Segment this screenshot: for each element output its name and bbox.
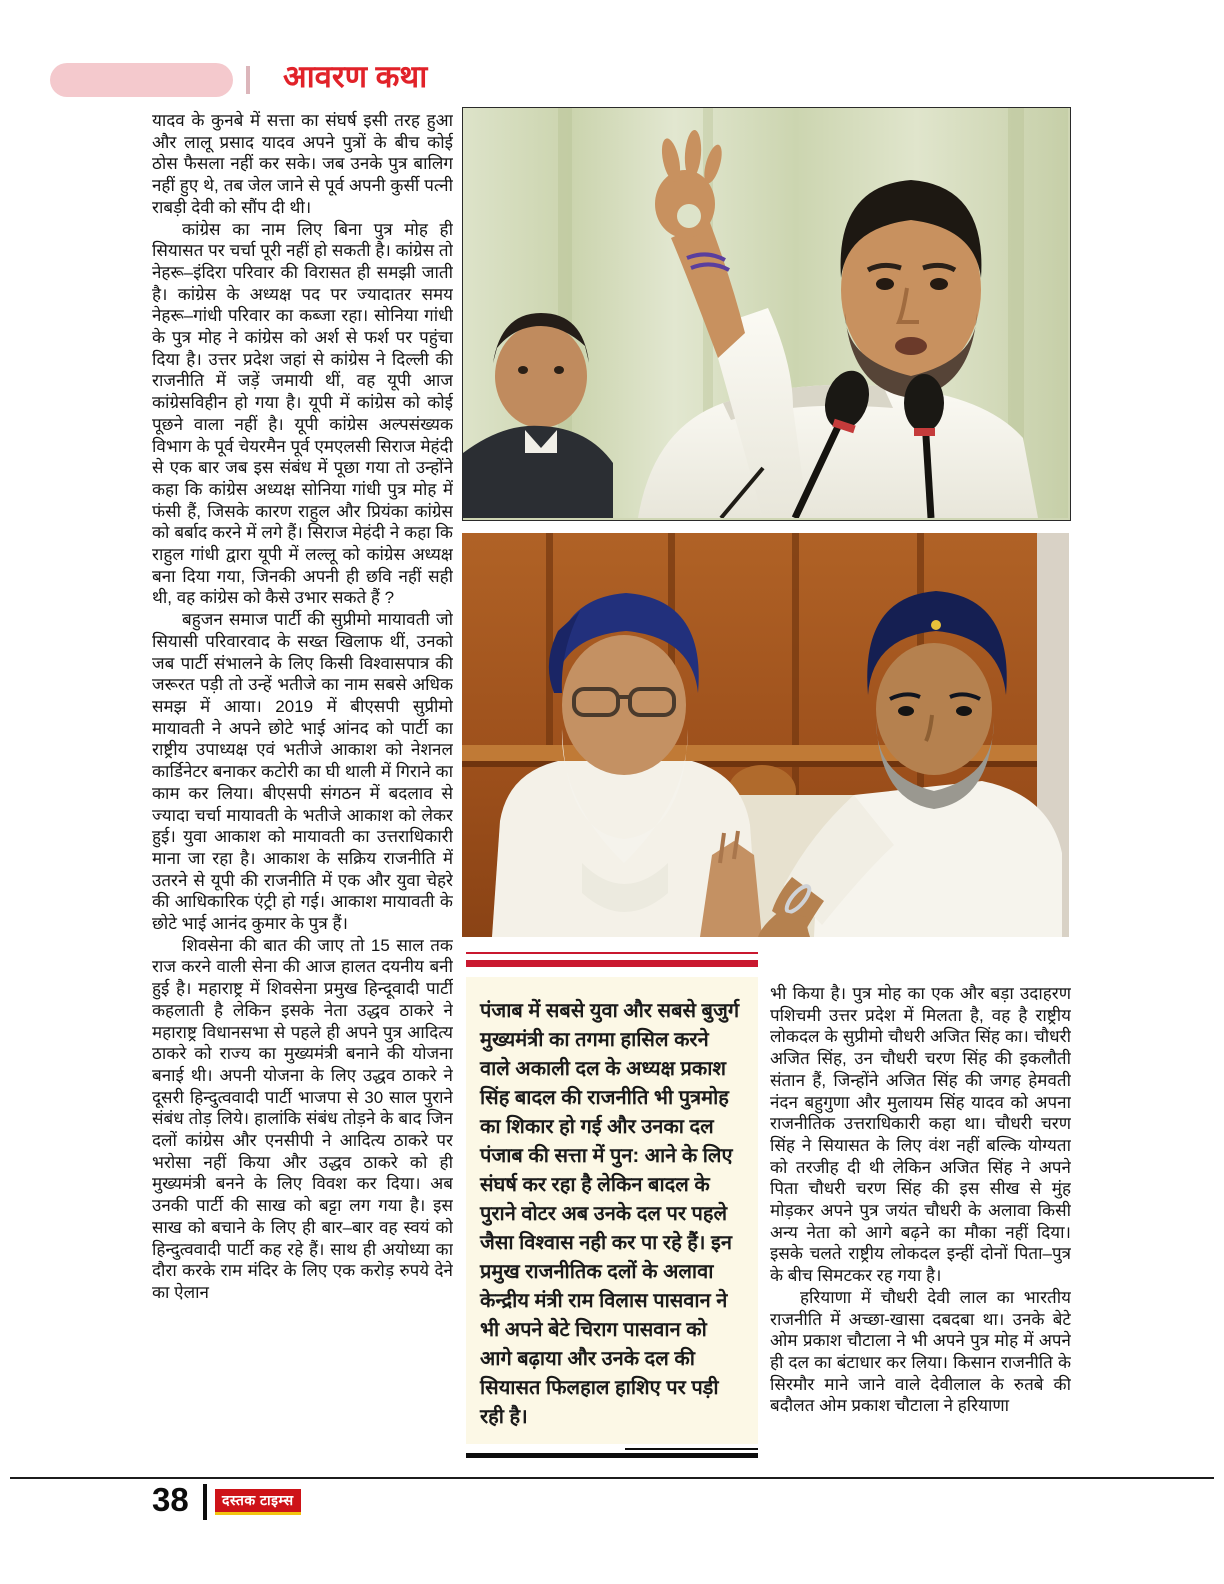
- pull-quote-box: [466, 977, 758, 1444]
- left-column: [152, 110, 453, 1465]
- quote-bottom-rule: [466, 1453, 758, 1458]
- right-column: [770, 983, 1071, 1463]
- paragraph: हरियाणा में चौधरी देवी लाल का भारतीय राजनीति में अच्छा-खासा दबदबा था। उनके बेटे ओम प्रकाश चौटाला ने भी अपने पुत्र मोह में अपने ही दल का बंटाधार कर लिया। किसान राजनीति के सिरमौर माने जाने वाले देवीलाल के रुतबे की बदौलत ओम प्रकाश चौटाला ने हरियाणा: [770, 1287, 1071, 1416]
- paragraph: यादव के कुनबे में सत्ता का संघर्ष इसी तरह हुआ और लालू प्रसाद यादव अपने पुत्रों के बीच कोई ठोस फैसला नहीं कर सके। जब उनके पुत्र बालिग नहीं हुए थे, तब जेल जाने से पूर्व अपनी कुर्सी पत्नी राबड़ी देवी को सौंप दी थी।: [152, 111, 453, 217]
- photo-rahul-gandhi-speaking: [462, 107, 1071, 521]
- magazine-logo: दस्तक टाइम्स: [215, 1489, 301, 1515]
- section-title: आवरण कथा: [283, 59, 428, 94]
- photo-badal-father-and-son: [462, 533, 1069, 937]
- footer-divider-bar: [203, 1484, 207, 1520]
- paragraph: शिवसेना की बात की जाए तो 15 साल तक राज करने वाली सेना की आज हालत दयनीय बनी हुई है। महाराष्ट्र में शिवसेना प्रमुख हिन्दूवादी पार्टी कहलाती है लेकिन इसके नेता उद्धव ठाकरे ने महाराष्ट्र विधानसभा से पहले ही अपने पुत्र आदित्य ठाकरे को राज्य का मुख्यमंत्री बनाने की योजना बनाई थी। अपनी योजना के लिए उद्धव ठाकरे ने दूसरी हिन्दुत्ववादी पार्टी भाजपा से 30 साल पुराने संबंध तोड़ लिये। हालांकि संबंध तोड़ने के बाद जिन दलों कांग्रेस और एनसीपी ने आदित्य ठाकरे पर भरोसा नहीं किया और उद्धव ठाकरे को ही मुख्यमंत्री बनने के लिए विवश कर दिया। अब उनकी पार्टी की साख को बट्टा लग गया है। इस साख को बचाने के लिए ही बार–बार वह स्वयं को हिन्दुत्ववादी पार्टी कह रहे हैं। साथ ही अयोध्या का दौरा करके राम मंदिर के लिए एक करोड़ रुपये देने का ऐलान: [152, 935, 453, 1302]
- pull-quote-text: पंजाब में सबसे युवा और सबसे बुजुर्ग मुख्यमंत्री का तगमा हासिल करने वाले अकाली दल के अध्यक्ष प्रकाश सिंह बादल की राजनीति भी पुत्रमोह का शिकार हो गई और उनका दल पंजाब की सत्ता में पुन: आने के लिए संघर्ष कर रहा है लेकिन बादल के पुराने वोटर अब उनके दल पर पहले जैसा विश्वास नही कर पा रहे हैं। इन प्रमुख राजनीतिक दलों के अलावा केन्द्रीय मंत्री राम विलास पासवान ने भी अपने बेटे चिराग पासवान को आगे बढ़ाया और उनके दल की सियासत फिलहाल हाशिए पर पड़ी रही है।: [480, 1000, 740, 1428]
- paragraph: बहुजन समाज पार्टी की सुप्रीमो मायावती जो सियासी परिवारवाद के सख्त खिलाफ थीं, उनको जब पार्टी संभालने के लिए किसी विश्वासपात्र की जरूरत पड़ी तो उन्हें भतीजे का नाम सबसे अधिक समझ में आया। 2019 में बीएसपी सुप्रीमो मायावती ने अपने छोटे भाई आंनद को पार्टी का राष्ट्रीय उपाध्यक्ष एवं भतीजे आकाश को नेशनल कार्डिनेटर बनाकर कटोरी का घी थाली में गिराने का काम कर लिया। बीएसपी संगठन में बदलाव से ज्यादा चर्चा मायावती के भतीजे आकाश को लेकर हुई। युवा आकाश को मायावती का उत्तराधिकारी माना जा रहा है। आकाश के सक्रिय राजनीति में उतरने से यूपी की राजनीति में एक और युवा चेहरे की आधिकारिक एंट्री हो गई। आकाश मायावती के छोटे भाई आनंद कुमार के पुत्र हैं।: [152, 610, 453, 934]
- paragraph: कांग्रेस का नाम लिए बिना पुत्र मोह ही सियासत पर चर्चा पूरी नहीं हो सकती है। कांग्रेस तो नेहरू–इंदिरा परिवार की विरासत ही समझी जाती है। कांग्रेस के अध्यक्ष पद पर ज्यादातर समय नेहरू–गांधी परिवार का कब्जा रहा। सोनिया गांधी के पुत्र मोह ने कांग्रेस को अर्श से फर्श पर पहुंचा दिया है। उत्तर प्रदेश जहां से कांग्रेस ने दिल्ली की राजनीति में जड़ें जमायी थीं, वह यूपी आज कांग्रेसविहीन हो गया है। यूपी में कांग्रेस को कोई पूछने वाला नहीं है। यूपी कांग्रेस अल्पसंख्यक विभाग के पूर्व चेयरमैन पूर्व एमएलसी सिराज मेहंदी से एक बार जब इस संबंध में पूछा गया तो उन्होंने कहा कि कांग्रेस अध्यक्ष सोनिया गांधी पुत्र मोह में फंसी हैं, जिसके कारण राहुल और प्रियंका कांग्रेस को बर्बाद करने में लगे हैं। सिराज मेहंदी ने कहा कि राहुल गांधी द्वारा यूपी में लल्लू को कांग्रेस अध्यक्ष बना दिया गया, जिनकी अपनी ही छवि नहीं सही थी, वह कांग्रेस को कैसे उभार सकते हैं ?: [152, 219, 453, 608]
- header-divider: [246, 66, 250, 94]
- page-number: 38: [152, 1481, 189, 1518]
- quote-top-rule-thick: [466, 960, 758, 967]
- footer-rule: [10, 1477, 1214, 1479]
- quote-top-rule-thin: [466, 952, 758, 954]
- paragraph: भी किया है। पुत्र मोह का एक और बड़ा उदाहरण पशिचमी उत्तर प्रदेश में मिलता है, वह है राष्ट्रीय लोकदल के सुप्रीमो चौधरी अजित सिंह का। चौधरी अजित सिंह, उन चौधरी चरण सिंह की इकलौती संतान हैं, जिन्होंने अजित सिंह की जगह हेमवती नंदन बहुगुणा और मुलायम सिंह यादव को अपना राजनीतिक उत्तराधिकारी कहा था। चौधरी चरण सिंह ने सियासत के लिए वंश नहीं बल्कि योग्यता को तरजीह दी थी लेकिन अजित सिंह ने अपने पिता चौधरी चरण सिंह की इस सीख से मुंह मोड़कर अपने पुत्र जयंत चौधरी के अलावा किसी अन्य नेता को आगे बढ़ने का मौका नहीं दिया। इसके चलते राष्ट्रीय लोकदल इन्हीं दोनों पिता–पुत्र के बीच सिमटकर रह गया है।: [770, 984, 1071, 1286]
- quote-bottom-rule-upper: [625, 1448, 758, 1450]
- header-pill: [50, 63, 233, 97]
